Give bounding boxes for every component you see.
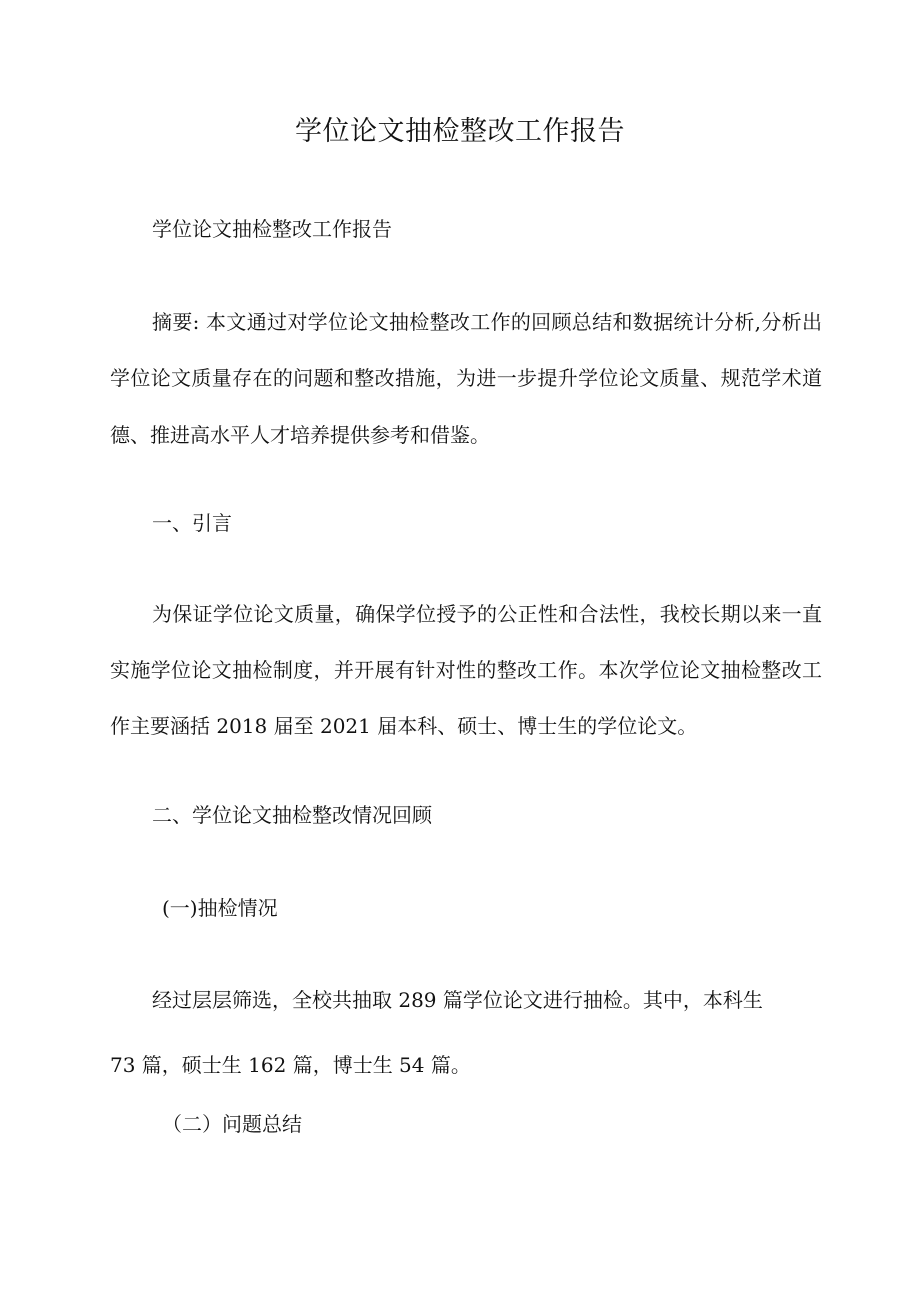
subsection-heading-sampling: (一)抽检情况 bbox=[162, 896, 278, 920]
document-title: 学位论文抽检整改工作报告 bbox=[295, 116, 625, 147]
introduction-line: 作主要涵括 2018 届至 2021 届本科、硕士、博士生的学位论文。 bbox=[110, 714, 698, 738]
section-heading-review: 二、学位论文抽检整改情况回顾 bbox=[152, 803, 432, 827]
document-subtitle: 学位论文抽检整改工作报告 bbox=[152, 217, 392, 241]
abstract-line: 学位论文质量存在的问题和整改措施，为进一步提升学位论文质量、规范学术道 bbox=[110, 366, 822, 390]
introduction-line: 为保证学位论文质量，确保学位授予的公正性和合法性，我校长期以来一直 bbox=[152, 602, 822, 626]
abstract-line: 摘要: 本文通过对学位论文抽检整改工作的回顾总结和数据统计分析,分析出 bbox=[152, 310, 822, 334]
subsection-heading-problems: （二）问题总结 bbox=[162, 1112, 302, 1136]
abstract-line: 德、推进高水平人才培养提供参考和借鉴。 bbox=[110, 423, 490, 447]
sampling-line: 73 篇，硕士生 162 篇，博士生 54 篇。 bbox=[110, 1053, 471, 1077]
sampling-line: 经过层层筛选，全校共抽取 289 篇学位论文进行抽检。其中，本科生 bbox=[152, 988, 763, 1012]
introduction-line: 实施学位论文抽检制度，并开展有针对性的整改工作。本次学位论文抽检整改工 bbox=[110, 658, 822, 682]
section-heading-introduction: 一、引言 bbox=[152, 511, 232, 535]
